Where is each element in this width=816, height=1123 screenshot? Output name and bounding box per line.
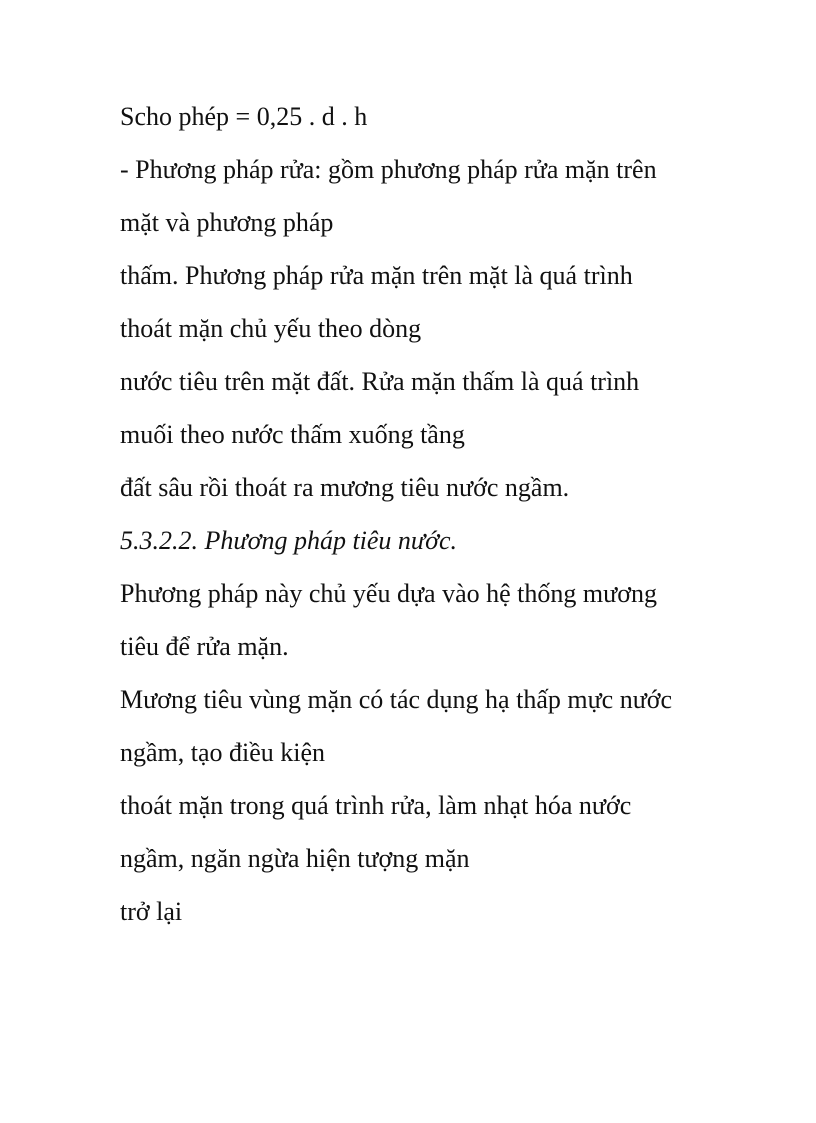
text-line: ngầm, ngăn ngừa hiện tượng mặn (120, 844, 470, 873)
paragraph-return (120, 885, 760, 938)
paragraph-drainage-system (120, 567, 760, 673)
text-line: Phương pháp này chủ yếu dựa vào hệ thống mương (120, 579, 657, 608)
paragraph-drainage-effect (120, 673, 760, 779)
text-line: đất sâu rồi thoát ra mương tiêu nước ngầm. (120, 473, 570, 502)
paragraph-surface-washing (120, 249, 760, 355)
paragraph-washing-method (120, 143, 760, 249)
text-line: mặt và phương pháp (120, 208, 334, 237)
text-line: ngầm, tạo điều kiện (120, 738, 326, 767)
text-line: tiêu để rửa mặn. (120, 632, 289, 661)
text-line: thoát mặn chủ yếu theo dòng (120, 314, 422, 343)
formula-line (120, 90, 760, 143)
text-line: - Phương pháp rửa: gồm phương pháp rửa mặn trên (120, 155, 657, 184)
text-line: thoát mặn trong quá trình rửa, làm nhạt hóa nước (120, 791, 632, 820)
paragraph-deep-soil (120, 461, 760, 514)
text-line: muối theo nước thấm xuống tầng (120, 420, 465, 449)
paragraph-infiltration-washing (120, 355, 760, 461)
document-page (120, 90, 760, 938)
text-line: nước tiêu trên mặt đất. Rửa mặn thấm là quá trình (120, 367, 640, 396)
paragraph-desalination (120, 779, 760, 885)
text-line: Scho phép = 0,25 . d . h (120, 102, 368, 131)
heading-text: 5.3.2.2. Phương pháp tiêu nước. (120, 526, 458, 555)
text-line: thấm. Phương pháp rửa mặn trên mặt là quá trình (120, 261, 633, 290)
text-line: trở lại (120, 897, 183, 926)
text-line: Mương tiêu vùng mặn có tác dụng hạ thấp mực nước (120, 685, 673, 714)
section-heading (120, 514, 760, 567)
